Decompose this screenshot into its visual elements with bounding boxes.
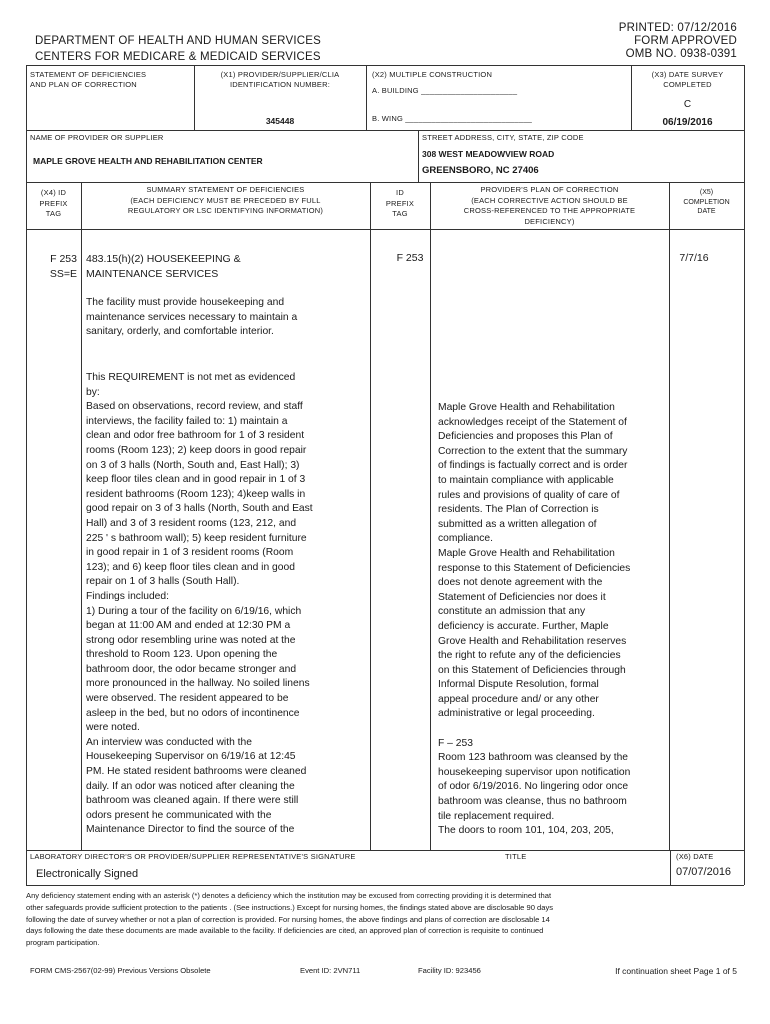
address-label: STREET ADDRESS, CITY, STATE, ZIP CODE xyxy=(422,133,584,142)
deficiency-tag: F 253 xyxy=(50,253,77,265)
date-label: (X6) DATE xyxy=(676,852,714,861)
provider-label: NAME OF PROVIDER OR SUPPLIER xyxy=(30,133,164,142)
plan-header: PROVIDER'S PLAN OF CORRECTION (EACH CORRECTIVE ACTION SHOULD BE CROSS-REFERENCED TO THE APPROPRIATE DEFICIENCY) xyxy=(463,185,636,226)
severity-code: SS=E xyxy=(49,268,77,280)
x5-header: (X5) COMPLETION DATE xyxy=(683,189,730,215)
survey-code: C xyxy=(683,99,692,110)
completion-date: 7/7/16 xyxy=(679,252,709,264)
form-approved: FORM APPROVED xyxy=(634,35,737,47)
disclosure-footnote: Any deficiency statement ending with an asterisk (*) denotes a deficiency which the institution may be excused from correcting providing it is determined that other safeguards provide sufficient protection to the patients . (See instructions.) Except for nursing homes, the findings stated above are disclosable 90 days following the date of survey whether or not a plan of correction is provided. For nursing homes, the above findings and plans of correction are disclosable 14 days following the date these documents are made available to the facility. If deficiencies are cited, an approved plan of correction is requisite to continued program participation. xyxy=(26,891,554,948)
findings-text: This REQUIREMENT is not met as evidenced by: Based on observations, record review, and staff interviews, the facility failed to: 1) maintain a clean and odor free bathroom for 1 of 3 resident rooms (Room 123); 2) keep doors in good repair on 3 of 3 halls (North, South and, East Hall); 3) keep floor tiles clean and in good repair in 1 of 3 resident bathrooms (Room 123); 4)keep walls in good repair on 3 of 3 halls (North, South and East Hall) and 3 of 3 resident rooms (123, 212, and 225 ' s bathroom wall); 5) keep resident furniture in good repair in 1 of 3 resident rooms (Room 123); and 6) keep floor tiles clean and in good repair on 1 of 3 halls (South Hall). Findings included: 1) During a tour of the facility on 6/19/16, which began at 11:00 AM and ended at 12:30 PM a strong odor resembling urine was noted at the threshold to Room 123. Upon opening the bathroom door, the odor became stronger and more pronounced in the hallway. No soiled linens were observed. The resident appeared to be asleep in the bed, but no odors of incontinence were noted. An interview was conducted with the Housekeeping Supervisor on 6/19/16 at 12:45 PM. He stated resident bathrooms were cleaned daily. If an odor was noticed after cleaning the bathroom was cleaned again. If there were still odors present he communicated with the Maintenance Director to find the source of the xyxy=(86,372,313,836)
address-line1: 308 WEST MEADOWVIEW ROAD xyxy=(422,149,555,159)
x1-label: (X1) PROVIDER/SUPPLIER/CLIA IDENTIFICATION NUMBER: xyxy=(220,70,340,89)
x2-label: (X2) MULTIPLE CONSTRUCTION xyxy=(372,70,493,79)
printed-date: PRINTED: 07/12/2016 xyxy=(618,22,737,34)
wing-field: B. WING _____________________________ xyxy=(372,114,533,123)
agency-name: CENTERS FOR MEDICARE & MEDICAID SERVICES xyxy=(35,51,321,63)
requirement-paragraph: The facility must provide housekeeping and maintenance services necessary to maintain a sanitary, orderly, and comfortable interior. xyxy=(86,297,298,338)
statement-label: STATEMENT OF DEFICIENCIES AND PLAN OF CORRECTION xyxy=(30,70,147,89)
department-name: DEPARTMENT OF HEALTH AND HUMAN SERVICES xyxy=(35,35,321,47)
summary-header: SUMMARY STATEMENT OF DEFICIENCIES (EACH DEFICIENCY MUST BE PRECEDED BY FULL REGULATORY OR LSC IDENTIFYING INFORMATION) xyxy=(127,185,324,215)
page-number: If continuation sheet Page 1 of 5 xyxy=(615,966,737,976)
id-prefix-tag: F 253 xyxy=(396,252,424,264)
regulation-title: 483.15(h)(2) HOUSEKEEPING & MAINTENANCE SERVICES xyxy=(86,253,241,280)
address-line2: GREENSBORO, NC 27406 xyxy=(422,165,539,176)
x4-header: (X4) ID PREFIX TAG xyxy=(39,188,68,218)
x3-label: (X3) DATE SURVEY COMPLETED xyxy=(651,70,724,89)
form-number: FORM CMS-2567(02-99) Previous Versions Obsolete xyxy=(30,966,211,975)
signature-date: 07/07/2016 xyxy=(676,866,732,878)
facility-id: Facility ID: 923456 xyxy=(418,966,481,975)
plan-of-correction-text: Maple Grove Health and Rehabilitation acknowledges receipt of the Statement of Deficiencies and proposes this Plan of Correction to the extent that the summary of findings is factually correct and is order to maintain compliance with applicable rules and provisions of quality of care of residents. The Plan of Correction is submitted as a written allegation of compliance. Maple Grove Health and Rehabilitation response to this Statement of Deficiencies does not denote agreement with the Statement of Deficiencies nor does it constitute an admission that any deficiency is accurate. Further, Maple Grove Health and Rehabilitation reserves the right to refute any of the deficiencies on this Statement of Deficiencies through Informal Dispute Resolution, formal appeal procedure and/ or any other administrative or legal proceeding. F – 253 Room 123 bathroom was cleansed by the housekeeping supervisor upon notification of odor 6/19/2016. No lingering odor once bathroom was cleanse, thus no bathroom tile replacement required. The doors to room 101, 104, 203, 205, xyxy=(438,402,631,837)
signature-value: Electronically Signed xyxy=(36,868,139,880)
signature-label: LABORATORY DIRECTOR'S OR PROVIDER/SUPPLIER REPRESENTATIVE'S SIGNATURE xyxy=(30,852,356,861)
event-id: Event ID: 2VN711 xyxy=(300,966,361,975)
survey-date: 06/19/2016 xyxy=(662,117,713,128)
title-label: TITLE xyxy=(505,852,527,861)
provider-number: 345448 xyxy=(265,116,295,126)
omb-number: OMB NO. 0938-0391 xyxy=(625,48,737,60)
building-field: A. BUILDING ______________________ xyxy=(372,86,518,95)
id-prefix-header: ID PREFIX TAG xyxy=(385,188,415,218)
provider-name: MAPLE GROVE HEALTH AND REHABILITATION CENTER xyxy=(33,156,263,166)
